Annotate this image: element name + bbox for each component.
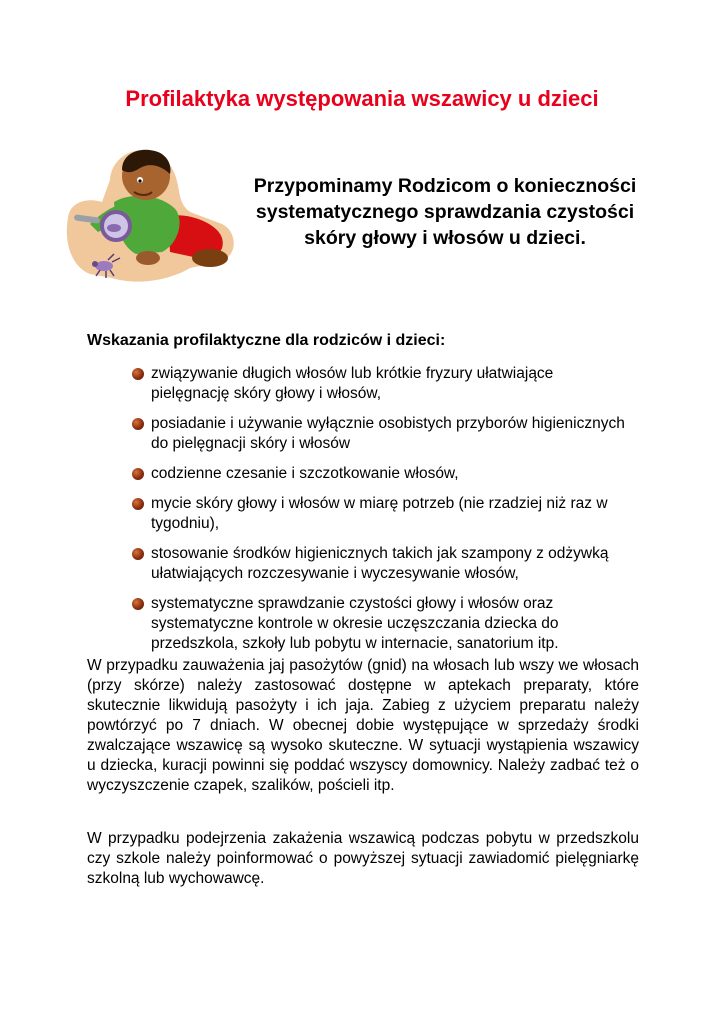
section-heading: Wskazania profilaktyczne dla rodziców i dzieci: (87, 332, 446, 349)
list-item-text: stosowanie środków higienicznych takich jak szampony z odżywką ułatwiających rozczesywanie i wyczesywanie włosów, (151, 545, 609, 582)
list-item-text: codzienne czesanie i szczotkowanie włosów, (151, 465, 459, 482)
list-item (128, 494, 628, 534)
page-title: Profilaktyka występowania wszawicy u dzieci (125, 86, 599, 111)
reminder-text: Przypominamy Rodzicom o konieczności systematycznego sprawdzania czystości skóry głowy i włosów u dzieci. (253, 175, 637, 249)
list-item (128, 594, 628, 654)
child-magnifying-glass-illustration (50, 140, 242, 290)
list-item-text: związywanie długich włosów lub krótkie fryzury ułatwiające pielęgnację skóry głowy i włosów, (151, 365, 554, 402)
list-item-text: mycie skóry głowy i włosów w miarę potrzeb (nie rzadziej niż raz w tygodniu), (151, 495, 608, 532)
list-item (128, 464, 628, 484)
bullet-icon (132, 368, 144, 380)
bullet-icon (132, 498, 144, 510)
prophylaxis-list (128, 364, 628, 664)
list-item (128, 414, 628, 454)
treatment-paragraph: W przypadku zauważenia jaj pasożytów (gnid) na włosach lub wszy we włosach (przy skórze) należy zastosować dostępne w aptekach preparaty, które skutecznie likwidują pasożyty i ich jaja. Zabieg z użyciem preparatu należy powtórzyć po 7 dniach. W obecnej dobie występujące w sprzedaży środki zwalczające wszawicę są wysoko skuteczne. W sytuacji wystąpienia wszawicy u dziecka, kuracji powinni się poddać wszyscy domownicy. Należy zadbać też o wyczyszczenie czapek, szalików, pościeli itp. (87, 657, 639, 794)
bullet-icon (132, 548, 144, 560)
list-item-text: posiadanie i używanie wyłącznie osobistych przyborów higienicznych do pielęgnacji skóry i włosów (151, 415, 625, 452)
list-item-text: systematyczne sprawdzanie czystości głowy i włosów oraz systematyczne kontrole w okresie uczęszczania dziecka do przedszkola, szkoły lub pobytu w internacie, sanatorium itp. (151, 595, 559, 652)
bullet-icon (132, 418, 144, 430)
list-item (128, 364, 628, 404)
list-item (128, 544, 628, 584)
school-notice-paragraph: W przypadku podejrzenia zakażenia wszawicą podczas pobytu w przedszkolu czy szkole należy poinformować o powyższej sytuacji zawiadomić pielęgniarkę szkolną lub wychowawcę. (87, 830, 639, 887)
bullet-icon (132, 598, 144, 610)
bullet-icon (132, 468, 144, 480)
